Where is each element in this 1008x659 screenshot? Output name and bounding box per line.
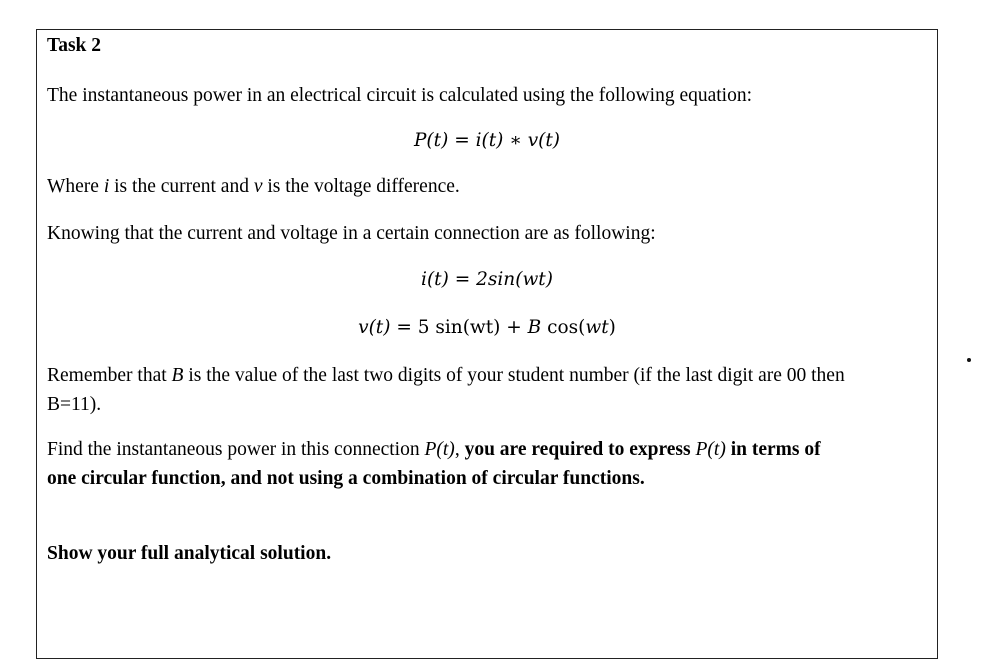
voltage-equation-rhs-b: cos(: [541, 317, 586, 338]
remember-variable-b: B: [171, 365, 184, 386]
remember-paragraph: [47, 364, 845, 388]
current-equation-rhs: 2sin(wt): [476, 269, 553, 290]
show-instruction: Show your full analytical solution.: [47, 543, 332, 564]
current-variable: i: [103, 176, 110, 197]
power-equation-rhs: i(t) ∗ v(t): [475, 130, 561, 151]
find-paragraph: [47, 438, 821, 462]
where-text-mid: is the current and: [109, 176, 254, 197]
where-text-pre: Where: [47, 176, 104, 197]
intro-paragraph: The instantaneous power in an electrical circuit is calculated using the following equation:: [47, 85, 753, 106]
remember-text-pre: Remember that: [47, 365, 172, 386]
remember-text-post: is the value of the last two digits of your student number (if the last digit are 00 then: [183, 365, 845, 386]
find-paragraph-line2: one circular function, and not using a combination of circular functions.: [47, 468, 645, 489]
stray-dot-mark: [967, 358, 971, 362]
where-text-post: is the voltage difference.: [262, 176, 460, 197]
find-bold-b: in terms of: [725, 439, 821, 460]
knowing-paragraph: Knowing that the current and voltage in a certain connection are as following:: [47, 223, 656, 244]
equals-sign: =: [454, 269, 477, 290]
voltage-equation-rhs-a: 5 sin(wt) +: [417, 317, 528, 338]
find-variable-p2: P(t): [695, 439, 726, 460]
remember-paragraph-line2: B=11).: [47, 394, 102, 415]
where-paragraph: [47, 175, 460, 199]
power-equation-lhs: P(t): [413, 130, 449, 151]
voltage-equation-b: B: [527, 317, 542, 338]
find-bold-a: you are required to express: [464, 439, 696, 460]
voltage-variable: v: [253, 176, 263, 197]
voltage-equation-rhs-d: ): [608, 317, 616, 338]
equals-sign: =: [390, 317, 418, 338]
find-text-pre: Find the instantaneous power in this connection: [47, 439, 425, 460]
voltage-equation-rhs-c: wt: [585, 317, 609, 338]
voltage-equation-lhs: v(t): [358, 317, 391, 338]
task-title: Task 2: [47, 35, 102, 56]
equals-sign: =: [454, 130, 476, 151]
current-equation: [36, 268, 938, 292]
find-variable-p: P(t): [424, 439, 455, 460]
power-equation: [36, 129, 938, 153]
current-equation-lhs: i(t): [421, 269, 449, 290]
find-comma: ,: [454, 439, 465, 460]
voltage-equation: [36, 316, 938, 340]
